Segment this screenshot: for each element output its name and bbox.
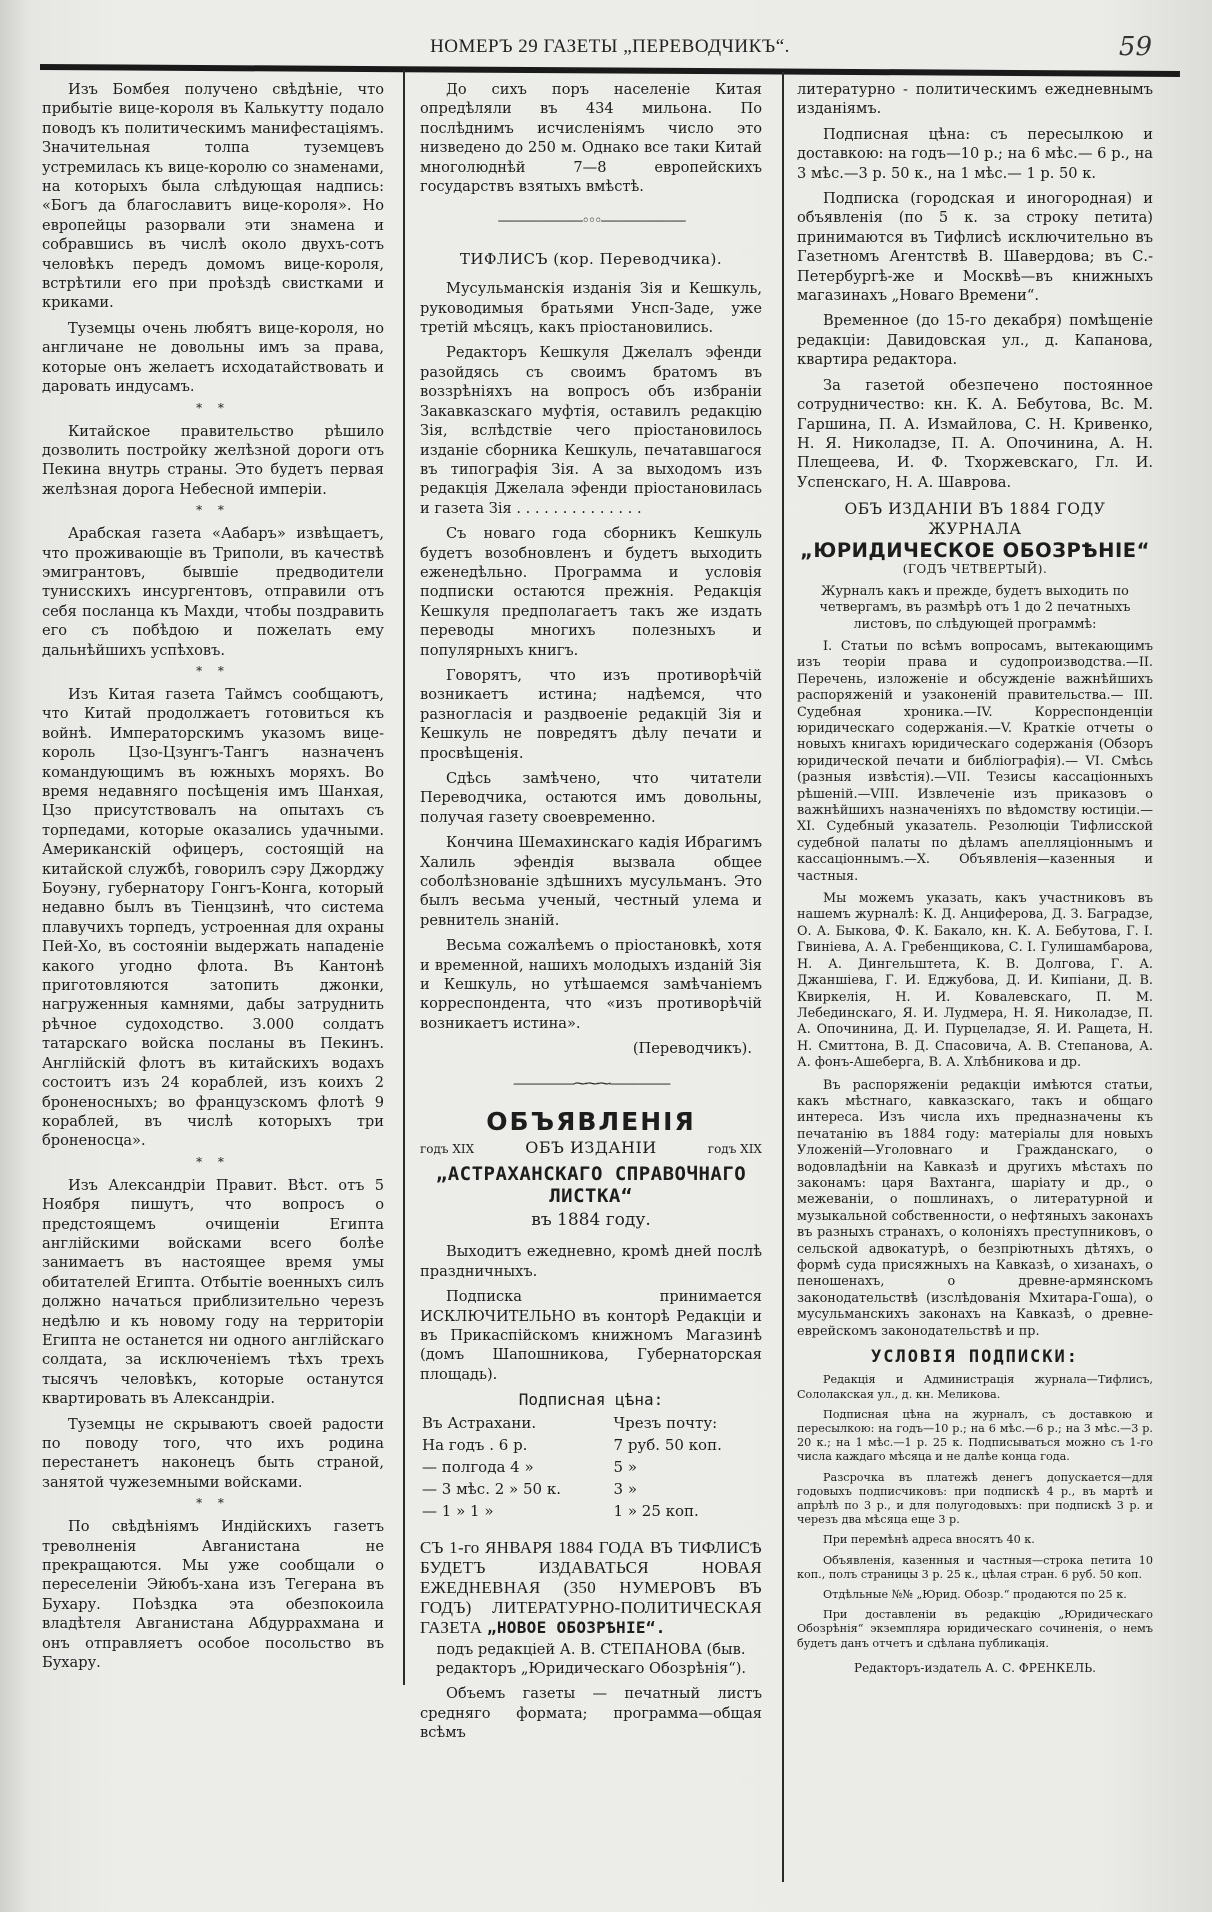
ornament-divider: —————⁓⁓⁓—————	[513, 1075, 669, 1092]
year-label: годъ XIX	[707, 1141, 762, 1156]
price-local: — полгода 4 »	[422, 1457, 534, 1476]
condition-paragraph: Подписная цѣна на журналъ, съ доставкою и пересылкою: на годъ—10 р.; на 6 мѣс.—6 р.; на 3 мѣс.—3 р. 20 к.; на 1 мѣс.—1 р. 25 к. Подписываться можно съ 1-го числа каждаго мѣсяца и не далѣе конца года.	[797, 1407, 1153, 1464]
separator-asterisks: * *	[196, 1154, 230, 1169]
new-paper-announcement	[420, 1538, 762, 1638]
page-number: 59	[1118, 32, 1152, 62]
ad-paper-title: „АСТРАХАНСКАГО СПРАВОЧНАГО ЛИСТКА“	[435, 1162, 747, 1207]
condition-paragraph: Редакція и Администрація журнала—Тифлисъ, Сололакская ул., д. кн. Меликова.	[797, 1373, 1153, 1401]
journal-title: „ЮРИДИЧЕСКОЕ ОБОЗРѢНІЕ“	[800, 538, 1150, 562]
article-paragraph: Кончина Шемахинскаго кадія Ибрагимъ Халиль эфендія вызвала общее соболѣзнованіе здѣшнихъ мусульманъ. Это былъ весьма ученый, честный улема и ревнитель знаній.	[420, 834, 762, 929]
article-paragraph: Арабская газета «Аабаръ» извѣщаетъ, что проживающіе въ Триполи, въ качествѣ эмигрантовъ, бывшіе предводители тунисскихъ инсургентовъ, отправили отъ себя посланца къ Махди, чтобы поздравить его съ побѣдою и пожелать ему дальнѣйшихъ успѣховъ.	[42, 525, 384, 659]
article-paragraph: Съ новаго года сборникъ Кешкуль будетъ возобновленъ и будетъ выходить еженедѣльно. Программа и условія подписки остаются прежнія. Редакція Кешкуля предполагаетъ такъ же издать переводы многихъ полезныхъ и популярныхъ книгъ.	[420, 525, 762, 659]
price-header-row	[420, 1412, 762, 1434]
price-local: — 1 » 1 »	[422, 1501, 494, 1520]
price-local: — 3 мѣс. 2 » 50 к.	[422, 1479, 561, 1498]
section-title: ТИФЛИСЪ (кор. Переводчика).	[459, 249, 723, 268]
announcement-editor: подъ редакціей А. В. СТЕПАНОВА (быв. редакторъ „Юридическаго Обозрѣнія“).	[435, 1640, 747, 1677]
article-paragraph: Мусульманскія изданія Зія и Кешкуль, руководимыя братьями Унсп-Заде, уже третій мѣсяцъ, какъ пріостановились.	[420, 280, 762, 337]
journal-participants: Мы можемъ указать, какъ участниковъ въ нашемъ журналѣ: К. Д. Анциферова, Д. З. Баградзе, О. А. Быкова, Ф. К. Бакало, кн. К. А. Бебутова, Г. I. Гвиніева, А. А. Гребенщикова, С. I. Гулишамбарова, Н. А. Дингельштета, К. В. Долгова, Г. А. Джаншіева, Г. И. Еджубова, Д. И. Кипіани, Д. В. Квиркелія, Н. И. Ковалевскаго, П. М. Лебединскаго, Я. И. Лудмера, Н. Я. Николадзе, П. А. Опочинина, Д. И. Пурцеладзе, Я. И. Ращета, Н. Н. Смиттона, В. Д. Спасовича, А. В. Степанова, А. А. фонъ-Ашеберга, В. А. Хлѣбникова и др.	[797, 891, 1153, 1071]
price-header: Въ Астрахани.	[422, 1413, 537, 1432]
price-local: На годъ . 6 р.	[422, 1435, 528, 1454]
journal-heading: ОБЪ ИЗДАНІИ ВЪ 1884 ГОДУ ЖУРНАЛА	[844, 500, 1106, 538]
condition-paragraph: При доставленіи въ редакцію „Юридическаго Обозрѣнія“ экземпляра юридическаго сочиненія, о немъ будетъ данъ отчетъ и сдѣлана публикація.	[797, 1608, 1153, 1650]
journal-subtitle: (ГОДЪ ЧЕТВЕРТЫЙ).	[902, 562, 1048, 577]
ad-paragraph: Подписка принимается ИСКЛЮЧИТЕЛЬНО въ конторѣ Редакціи и въ Прикаспійскомъ книжномъ Магазинѣ (домъ Шапошникова, Губернаторская площадь).	[420, 1288, 762, 1383]
price-post: 7 руб. 50 коп.	[613, 1435, 722, 1454]
separator-asterisks: * *	[196, 400, 230, 415]
price-table	[420, 1412, 762, 1522]
price-row	[420, 1478, 762, 1500]
article-paragraph: До сихъ поръ населеніе Китая опредѣляли въ 434 мильона. По послѣднимъ исчисленіямъ число это низведено до 250 м. Однако все таки Китай многолюднѣй 7—8 европейскихъ государствъ взятыхъ вмѣстѣ.	[420, 81, 762, 196]
ad-paragraph: Выходитъ ежедневно, кромѣ дней послѣ праздничныхъ.	[420, 1243, 762, 1280]
price-header: Чрезъ почту:	[613, 1413, 718, 1432]
price-post: 5 »	[613, 1457, 638, 1476]
article-paragraph: За газетой обезпечено постоянное сотрудничество: кн. К. А. Бебутова, Вс. М. Гаршина, П. А. Измайлова, С. Н. Кривенко, Н. Я. Николадзе, П. А. Опочинина, А. Н. Плещеева, И. Ф. Тхоржевскаго, Гл. И. Успенскаго, Н. А. Шаврова.	[797, 376, 1153, 491]
announcement-paper-title: „НОВОЕ ОБОЗРѢНІЕ“.	[486, 1617, 666, 1637]
article-paragraph: литературно - политическимъ ежедневнымъ изданіямъ.	[797, 81, 1153, 118]
ornament-divider: ———————◦◦◦———————	[497, 213, 685, 230]
condition-paragraph: Отдѣльные №№ „Юрид. Обозр.“ продаются по 25 к.	[823, 1588, 1127, 1602]
article-paragraph: Подписка (городская и иногородная) и объявленія (по 5 к. за строку петита) принимаются въ Тифлисѣ исключительно въ Газетномъ Агентствѣ В. Шавердова; въ С.-Петербургѣ-же и Москвѣ—въ книжныхъ магазинахъ „Новаго Времени“.	[797, 190, 1153, 305]
article-paragraph: Временное (до 15-го декабря) помѣщеніе редакціи: Давидовская ул., д. Капанова, квартира редактора.	[797, 312, 1153, 369]
article-paragraph: Изъ Александріи Правит. Вѣст. отъ 5 Ноября пишутъ, что вопросъ о предстоящемъ очищеніи Египта англійскими войсками всего болѣе занимаетъ въ настоящее время умы обитателей Египта. Отбытіе военныхъ силъ должно начаться приблизительно черезъ недѣлю и къ новому году на территоріи Египта не останется ни одного англійскаго солдата, за исключеніемъ тѣхъ трехъ тысячъ человѣкъ, которые останутся квартировать въ Александріи.	[42, 1176, 384, 1408]
price-post: 1 » 25 коп.	[613, 1501, 699, 1520]
column-divider	[403, 70, 405, 1685]
journal-intro: Журналъ какъ и прежде, будетъ выходить по четвергамъ, въ размѣрѣ отъ 1 до 2 печатныхъ листовъ, по слѣдующей программѣ:	[819, 583, 1131, 632]
article-paragraph: По свѣдѣніямъ Индійскихъ газетъ треволненія Авганистана не прекращаются. Мы уже сообщали о переселеніи Эйюбъ-хана изъ Тегерана въ Бухару. Поѣздка эта обезпокоила владѣтеля Авганистана Абдуррахмана и онъ отправляетъ особое посольство въ Бухару.	[42, 1518, 384, 1672]
right-column	[797, 80, 1153, 1678]
newspaper-title: НОМЕРЪ 29 ГАЗЕТЫ „ПЕРЕВОДЧИКЪ“.	[430, 36, 790, 57]
ad-paper-year: въ 1884 году.	[531, 1209, 651, 1230]
header-rule	[40, 64, 1180, 77]
middle-column	[420, 80, 762, 1749]
article-paragraph: Весьма сожалѣемъ о пріостановкѣ, хотя и временной, нашихъ молодыхъ изданій Зія и Кешкуль, но утѣшаемся замѣчаніемъ корреспондента, что «изъ противорѣчій возникаетъ истина».	[420, 937, 762, 1032]
ads-subheading	[420, 1138, 762, 1159]
separator-asterisks: * *	[196, 663, 230, 678]
article-paragraph: Туземцы очень любятъ вице-короля, но англичане не довольны имъ за права, которые онъ желаетъ исходатайствовать и даровать индусамъ.	[42, 319, 384, 396]
signature: (Переводчикъ).	[632, 1040, 752, 1058]
left-column	[42, 80, 384, 1678]
article-paragraph: Изъ Бомбея получено свѣдѣніе, что прибытіе вице-короля въ Калькутту подало поводъ къ политическимъ манифестаціямъ. Значительная толпа туземцевъ устремилась къ вице-королю со знаменами, на которыхъ была слѣдующая надпись: «Богъ да благославитъ вице-короля». Но европейцы разорвали эти знамена и собравшись въ числѣ около двухъ-сотъ человѣкъ передъ домомъ вице-короля, встрѣтили его при проѣздѣ свистками и криками.	[42, 81, 384, 312]
article-paragraph: Китайское правительство рѣшило дозволить постройку желѣзной дороги отъ Пекина внутрь страны. Это будетъ первая желѣзная дорога Небесной имперіи.	[42, 422, 384, 498]
price-post: 3 »	[613, 1479, 638, 1498]
page-header	[40, 34, 1180, 64]
journal-program: I. Статьи по всѣмъ вопросамъ, вытекающимъ изъ теоріи права и судопроизводства.—II. Перечень, изложеніе и обсужденіе важнѣйшихъ распоряженій и узаконеній правительства.— III. Судебная хроника.—IV. Корреспонденціи юридическаго содержанія.—V. Краткіе отчеты о новыхъ книгахъ юридическаго содержанія (Обзоръ юридической печати и библіографія).— VI. Смѣсь (разныя извѣстія).—VII. Тезисы кассаціонныхъ рѣшеній.—VIII. Извлеченіе изъ приказовъ о важнѣйшихъ назначеніяхъ по вѣдомству юстиціи.—XI. Судебный указатель. Резолюціи Тифлисской судебной палаты по дѣламъ апелляціоннымъ и кассаціоннымъ.—X. Объявленія—казенныя и частныя.	[797, 638, 1153, 884]
condition-paragraph: Разсрочка въ платежѣ денегъ допускается—для годовыхъ подписчиковъ: при подпискѣ 4 р., въ мартѣ и апрѣлѣ по 3 р., и для полугодовыхъ: при подпискѣ 3 р. и черезъ два мѣсяца еще 3 р.	[797, 1470, 1153, 1527]
separator-asterisks: * *	[196, 503, 230, 518]
condition-paragraph: Объявленія, казенныя и частныя—строка петита 10 коп., полъ страницы 3 р. 25 к., цѣлая стран. 6 руб. 50 коп.	[797, 1553, 1153, 1581]
journal-articles: Въ распоряженіи редакціи имѣются статьи, какъ мѣстнаго, кавказскаго, такъ и общаго интереса. Изъ числа ихъ предназначены къ печатанію въ 1884 году: матеріалы для новыхъ Уложеній—Уголовнаго и Гражданскаго, о водовладѣніи на Кавказѣ и другихъ мѣстахъ по законамъ: царя Вахтанга, шаріату и др., о межеваніи, о пошлинахъ, о литературной и музыкальной собственности, о нефтяныхъ законахъ въ разныхъ странахъ, о колоніяхъ преступниковъ, о сельской адвокатурѣ, о безпріютныхъ дѣтяхъ, о формѣ суда присяжныхъ на Кавказѣ, о хизанахъ, о пеношенахъ, о древне-армянскомъ законодательствѣ (изслѣдованія Мхитара-Гоша), о мусульманскихъ законахъ на Кавказѣ, о древне-еврейскомъ законодательствѣ и пр.	[797, 1077, 1153, 1339]
about-label: ОБЪ ИЗДАНІИ	[525, 1137, 657, 1157]
conditions-title: УСЛОВІЯ ПОДПИСКИ:	[871, 1347, 1079, 1368]
year-label: годъ XIX	[420, 1141, 475, 1156]
article-paragraph: Говорятъ, что изъ противорѣчій возникаетъ истина; надѣемся, что разногласія и раздвоеніе редакцій Зія и Кешкуль не повредятъ дѣлу печати и просвѣщенія.	[420, 666, 762, 762]
article-paragraph: Редакторъ Кешкуля Джелалъ эфенди разойдясь съ своимъ братомъ въ воззрѣніяхъ на вопросъ объ избраніи Закавказскаго муфтія, оставилъ редакцію Зія, вслѣдствіе чего пріостановилось изданіе сборника Кешкуль, печатавшагося въ типографія Зія. А за выходомъ изъ редакція Джелала эфенди пріостановилась и газета Зія . . . . . . . . . . . . . .	[420, 344, 762, 517]
column-divider	[782, 72, 784, 1882]
article-paragraph: Подписная цѣна: съ пересылкою и доставкою: на годъ—10 р.; на 6 мѣс.— 6 р., на 3 мѣс.—3 р. 50 к., на 1 мѣс.— 1 р. 50 к.	[797, 125, 1153, 182]
ads-heading: ОБЪЯВЛЕНІЯ	[486, 1107, 696, 1137]
price-title: Подписная цѣна:	[518, 1390, 664, 1410]
article-paragraph: Туземцы не скрываютъ своей радости по поводу того, что ихъ родина перестанетъ наконецъ быть страной, занятой чужеземными войсками.	[42, 1415, 384, 1491]
editor-publisher: Редакторъ-издатель А. С. ФРЕНКЕЛЬ.	[854, 1660, 1096, 1675]
price-row	[420, 1456, 762, 1478]
article-paragraph: Изъ Китая газета Таймсъ сообщаютъ, что Китай продолжаетъ готовиться къ войнѣ. Императорскимъ указомъ вице-король Цзо-Цзунгъ-Тангъ назначенъ командующимъ въ южныхъ моряхъ. Во время недавняго посѣщенія имъ Шанхая, Цзо присутствовалъ на опытахъ съ торпедами, которые оказались удачными. Американскій офицеръ, состоящій на китайской службѣ, говорилъ сэру Джорджу Боуэну, губернатору Гонгъ-Конга, который недавно былъ въ Тіенцзинѣ, что система плавучихъ торпедъ, устроенная для охраны Пей-Хо, въ состояніи выдержать нападеніе какого угодно флота. Въ Кантонѣ приготовляются затопить джонки, нагруженныя камнями, дабы затруднить рѣчное судоходство. 3.000 солдатъ татарскаго войска посланы въ Пекинъ. Англійскій флотъ въ китайскихъ водахъ состоитъ изъ 24 кораблей, изъ коихъ 2 броненосныхъ; во французскомъ флотѣ 9 кораблей, въ числѣ которыхъ три броненосца».	[42, 685, 384, 1150]
price-row	[420, 1434, 762, 1456]
ad-paragraph: Объемъ газеты — печатный листъ средняго формата; программа—общая всѣмъ	[420, 1685, 762, 1742]
price-row	[420, 1500, 762, 1522]
separator-asterisks: * *	[196, 1496, 230, 1511]
article-paragraph: Сдѣсь замѣчено, что читатели Переводчика, остаются имъ довольны, получая газету своевременно.	[420, 770, 762, 826]
condition-paragraph: При перемѣнѣ адреса вносятъ 40 к.	[823, 1533, 1035, 1547]
announcement-text: СЪ 1-го ЯНВАРЯ 1884 ГОДА ВЪ ТИФЛИСѢ БУДЕТЪ ИЗДАВАТЬСЯ НОВАЯ ЕЖЕДНЕВНАЯ (350 НУМЕРОВЪ ВЪ ГОДЪ) ЛИТЕРАТУРНО-ПОЛИТИЧЕСКАЯ ГАЗЕТА	[420, 1537, 762, 1637]
